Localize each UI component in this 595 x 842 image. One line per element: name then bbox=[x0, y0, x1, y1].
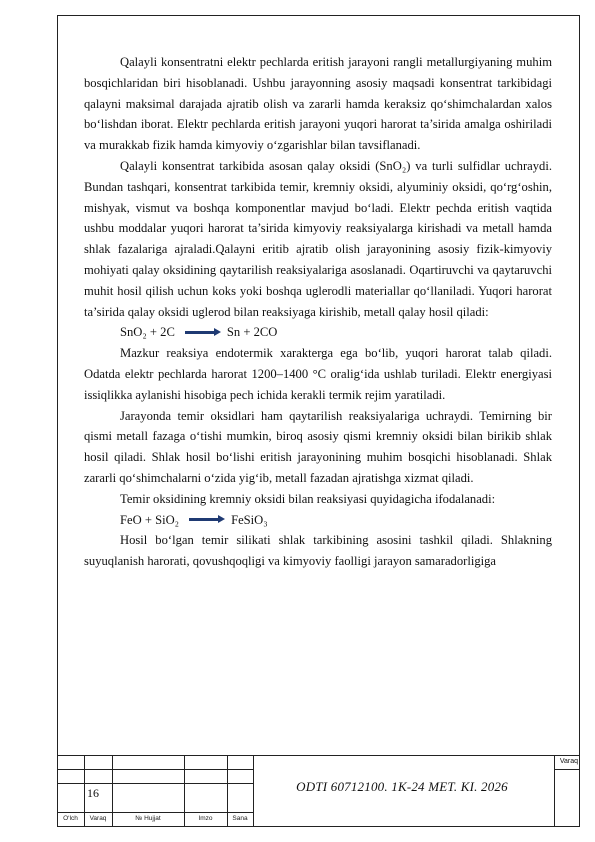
paragraph: Mazkur reaksiya endotermik xarakterga ega bo‘lib, yuqori harorat talab qiladi. Odatda elektr pechlarda harorat 1200–1400 °C oralig‘ida ushlab turiladi. Elektr energiyasi issiqlikka aylanishi hisobiga pech ichida kerakli termik rejim yaratiladi. bbox=[84, 346, 552, 402]
equation-sno2-reduction bbox=[84, 322, 552, 343]
equation-feo-sio2 bbox=[84, 510, 552, 531]
equation-left: SnO₂ + 2C bbox=[120, 325, 175, 340]
document-code: ODTI 60712100. 1K-24 MET. KI. 2026 bbox=[296, 779, 508, 794]
col-imzo-label: Imzo bbox=[198, 815, 213, 822]
paragraph: Hosil bo‘lgan temir silikati shlak tarkibining asosini tashkil qiladi. Shlakning suyuqlanish harorati, qovushqoqligi va kimyoviy faolligi jarayon samaradorligiga bbox=[84, 533, 552, 569]
equation-left: FeO + SiO₂ bbox=[120, 512, 180, 527]
reaction-arrow-icon bbox=[185, 331, 215, 334]
col-hujjat-label: № Hujjat bbox=[135, 815, 161, 822]
col-sana-label: Sana bbox=[232, 815, 248, 822]
col-olch-label: O‘lch bbox=[63, 815, 78, 822]
paragraph: Qalayli konsentrat tarkibida asosan qalay oksidi (SnO₂) va turli sulfidlar uchraydi. Bundan tashqari, konsentrat tarkibida temir, kremniy oksidi, alyuminiy oksidi, qo‘rg‘oshin, mishyak, vismut va boshqa komponentlar mavjud bo‘ladi. Elektr pechda eritish vaqtida ushbu moddalar yuqori harorat ta’sirida kimyoviy reaksiyalarga kirishadi va metall hamda shlak fazalariga ajraladi.Qalayni eritib ajratib olish jarayonining asosiy fizik-kimyoviy mohiyati qalay oksidining qaytarilish reaksiyalariga asoslanadi. Oqartiruvchi va qaytaruvchi muhit hosil qilish uchun koks yoki boshqa uglerodli materiallar qo‘llaniladi. Yuqori harorat ta’sirida qalay oksidi uglerod bilan reaksiyaga kirishib, metall qalay hosil qiladi: bbox=[84, 158, 552, 319]
paragraph: Temir oksidining kremniy oksidi bilan reaksiyasi quyidagicha ifodalanadi: bbox=[120, 491, 496, 506]
equation-right: FeSiO₃ bbox=[231, 512, 268, 527]
document-body bbox=[84, 52, 552, 572]
sheet-label: Varaq bbox=[559, 758, 578, 765]
reaction-arrow-icon bbox=[189, 518, 219, 521]
title-block bbox=[57, 755, 580, 827]
paragraph: Jarayonda temir oksidlari ham qaytarilish reaksiyalariga uchraydi. Temirning bir qismi metall fazaga o‘tishi mumkin, biroq asosiy qismi kremniy oksidi bilan birikib shlak hosil qiladi. Shlak hosil bo‘lishi eritish jarayonining muhim bosqichi hisoblanadi. Shlak zararli qo‘shimchalarni o‘zida yig‘ib, metall fazadan ajratishga xizmat qiladi. bbox=[84, 408, 552, 485]
col-varaq-label: Varaq bbox=[89, 815, 107, 822]
paragraph: Qalayli konsentratni elektr pechlarda eritish jarayoni rangli metallurgiyaning muhim bosqichlaridan biri hisoblanadi. Ushbu jarayonning asosiy maqsadi konsentrat tarkibidagi qalayni maksimal darajada ajratib olish va zararli hamda keraksiz qo‘shimchalardan xalos bo‘lishdan iborat. Elektr pechlarda eritish jarayoni yuqori harorat ta’sirida amalga oshiriladi va murakkab fizik hamda kimyoviy o‘zgarishlar bilan tavsiflanadi. bbox=[84, 55, 552, 153]
page-number: 16 bbox=[87, 786, 99, 800]
equation-right: Sn + 2CO bbox=[226, 325, 278, 340]
